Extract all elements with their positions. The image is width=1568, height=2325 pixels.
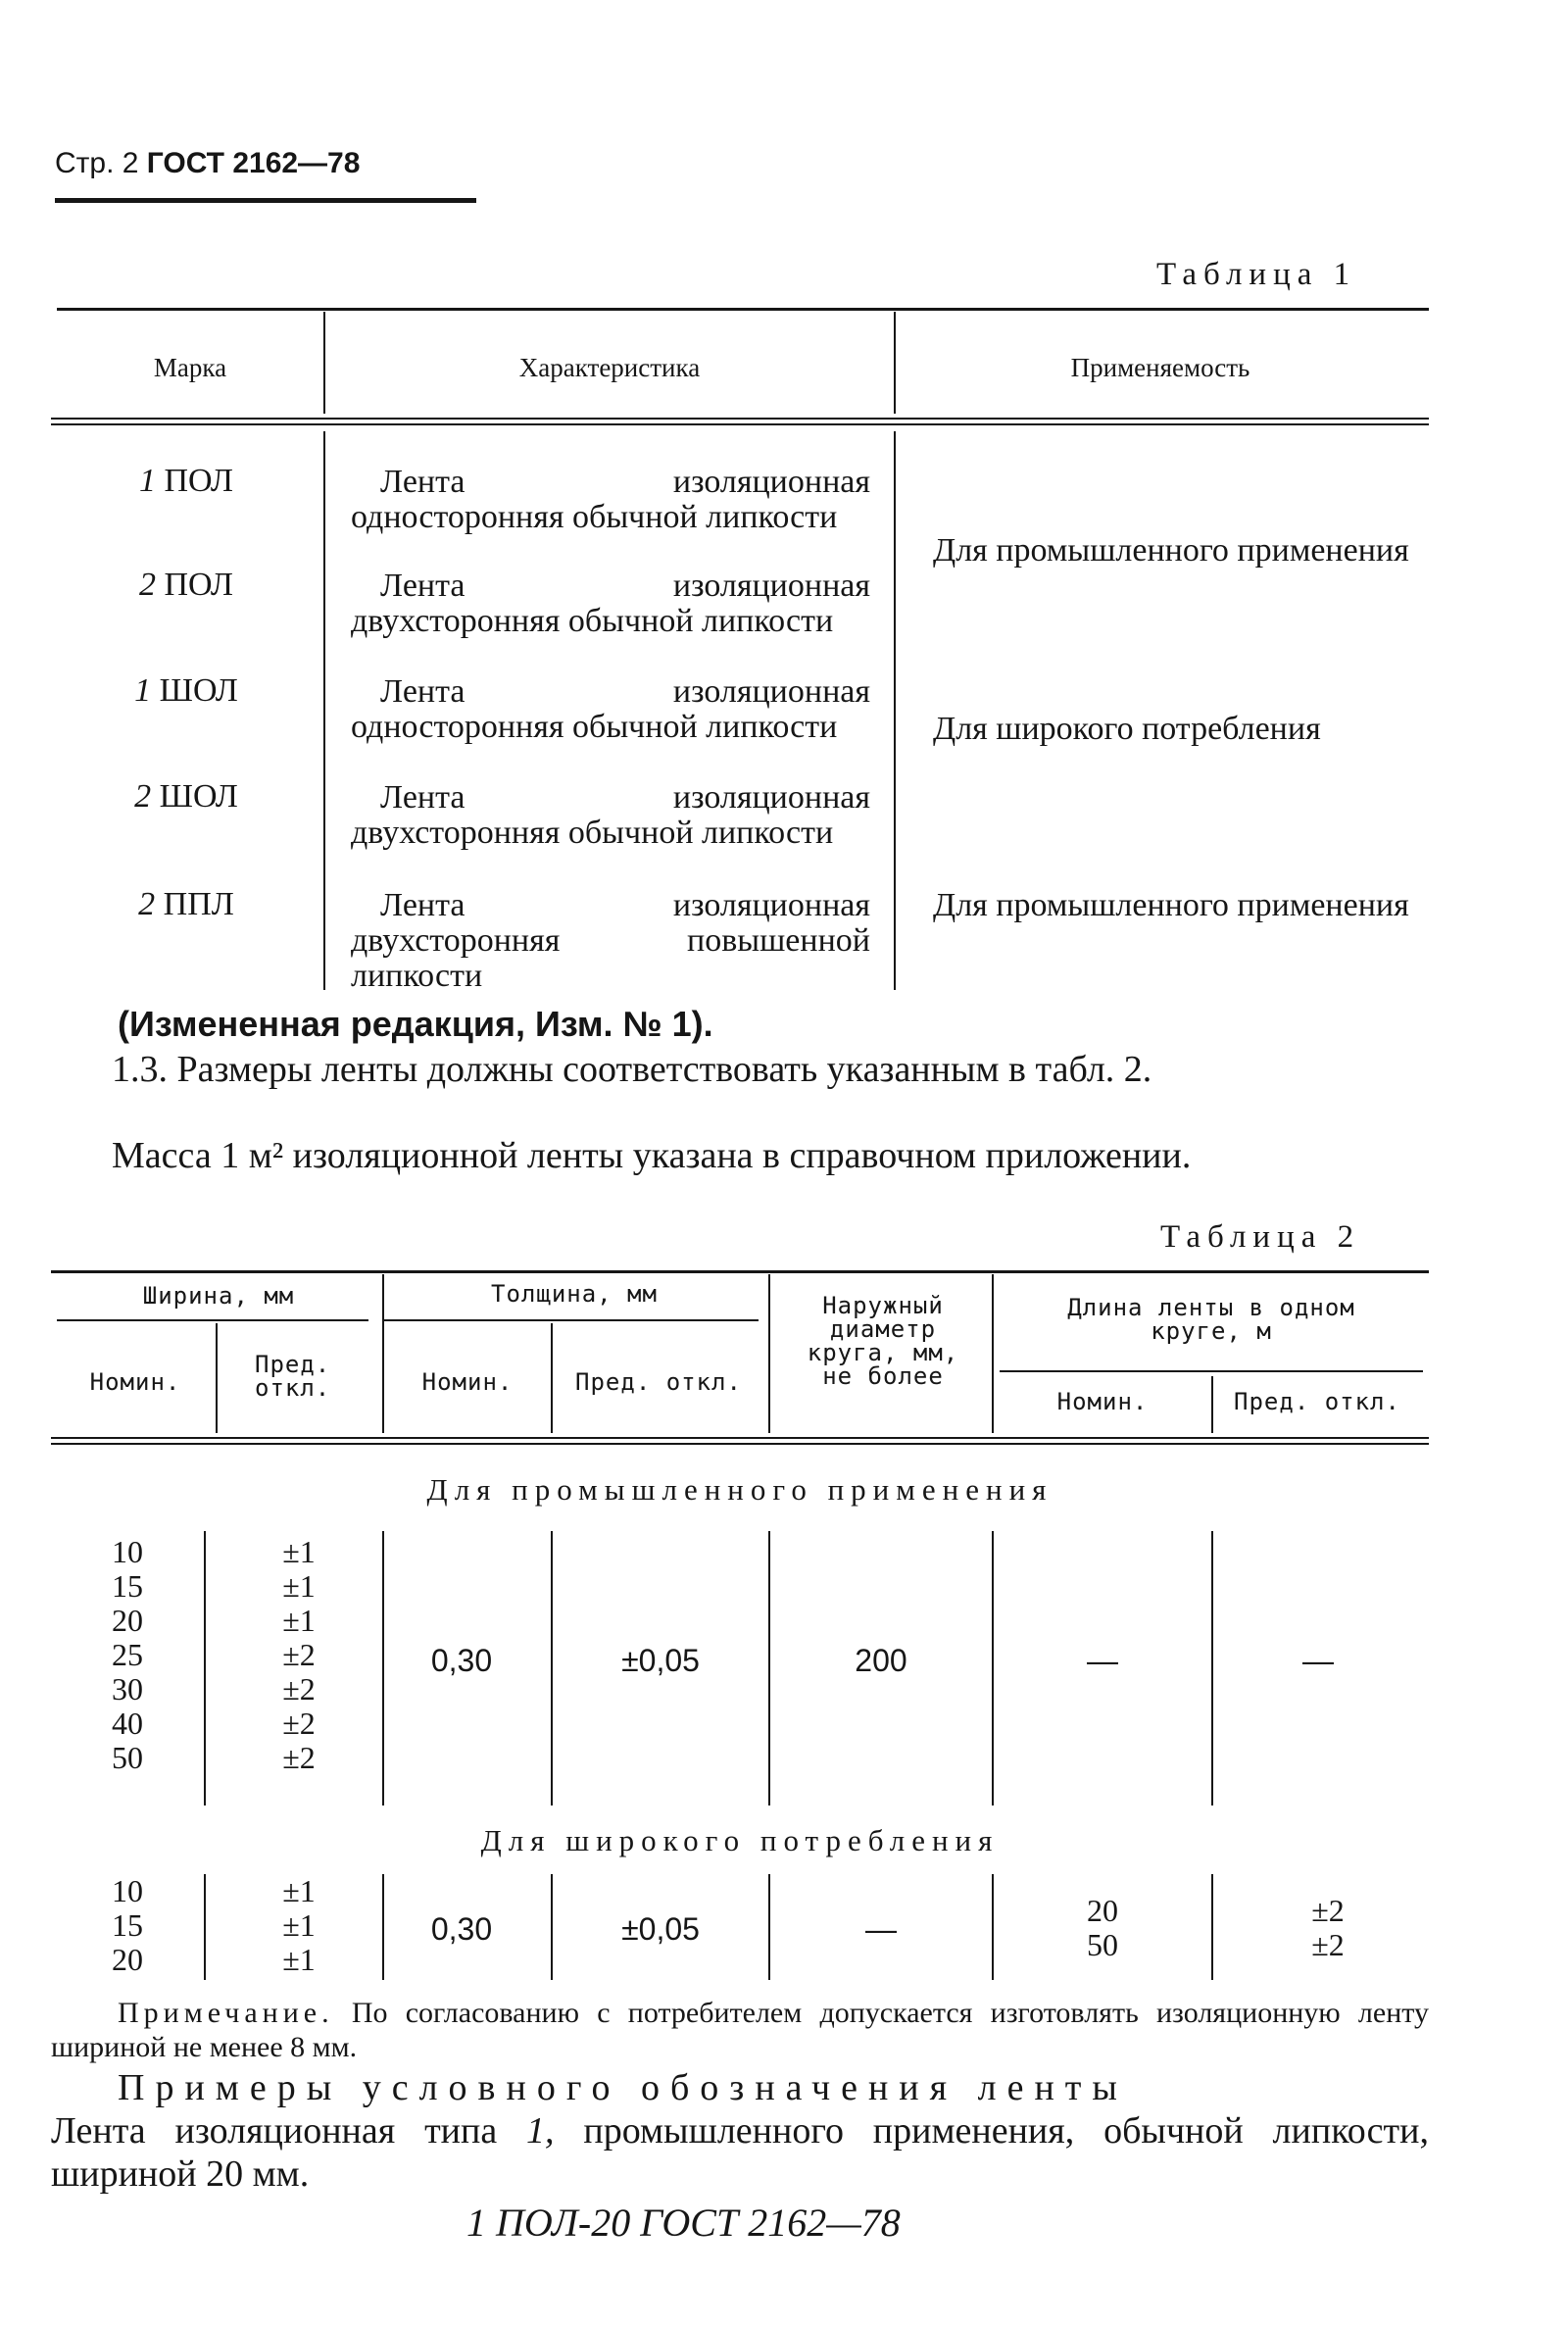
- table2-vline: [768, 1274, 770, 1433]
- table2-header-rule: [51, 1437, 1429, 1439]
- table2-length: —: [1087, 1643, 1118, 1678]
- table2-widths: 10 15 20 25 30 40 50: [112, 1534, 143, 1775]
- table2-header-length: Длина ленты в одном круге, м: [1067, 1294, 1355, 1345]
- table2-sub-rule: [57, 1319, 368, 1321]
- table2-header-width: Ширина, мм: [142, 1282, 295, 1310]
- table1-use: Для широкого потребления: [933, 711, 1321, 747]
- table1-vline: [894, 431, 896, 990]
- standard-number: ГОСТ 2162—78: [146, 147, 361, 179]
- table2-thickness-tol: ±0,05: [621, 1643, 700, 1678]
- table2-vline: [551, 1531, 553, 1806]
- table2-header-length-nominal: Номин.: [1056, 1388, 1149, 1415]
- table1-top-rule: [57, 308, 1429, 311]
- table2-section-title: Для широкого потребления: [480, 1823, 1000, 1857]
- table2-header-width-nominal: Номин.: [89, 1368, 181, 1396]
- table2-vline: [1211, 1531, 1213, 1806]
- table1-header-rule: [51, 423, 1429, 425]
- table2-vline: [768, 1531, 770, 1806]
- table2-section-title: Для промышленного применения: [426, 1472, 1054, 1507]
- table1-caption: Таблица 1: [1156, 257, 1357, 292]
- page-number: Стр. 2: [55, 147, 139, 179]
- table1-char: Лента изоляционная двухсторонняя повышенной липкости: [351, 887, 870, 994]
- table2-length-tol: —: [1302, 1643, 1334, 1678]
- table1-header-use: Применяемость: [1070, 353, 1250, 382]
- examples-heading: Примеры условного обозначения ленты: [118, 2067, 1128, 2108]
- table2-diameter: —: [865, 1911, 897, 1947]
- table2-header-rule: [51, 1443, 1429, 1445]
- table2-header-thickness: Толщина, мм: [491, 1280, 658, 1308]
- table2-header-diameter: Наружный диаметр круга, мм, не более: [807, 1292, 959, 1390]
- table2-caption: Таблица 2: [1160, 1219, 1361, 1255]
- table2-length-tolerances: ±2 ±2: [1311, 1893, 1345, 1962]
- table1-char: Лента изоляционная двухсторонняя обычной липкости: [351, 568, 870, 639]
- table2-sub-rule: [384, 1319, 759, 1321]
- table2-top-rule: [51, 1270, 1429, 1273]
- table2-vline: [992, 1531, 994, 1806]
- example-text: Лента изоляционная типа 1, промышленного применения, обычной липкости, шириной 20 мм.: [51, 2110, 1429, 2195]
- table1-header-marka: Марка: [153, 353, 227, 382]
- table2-note: Примечание. По согласованию с потребителем допускается изготовлять изоляционную ленту шириной не менее 8 мм.: [51, 1997, 1429, 2063]
- table2-width-tolerances: ±1 ±1 ±1 ±2 ±2 ±2 ±2: [282, 1534, 316, 1775]
- table2-thickness: 0,30: [430, 1643, 493, 1678]
- table2-vline: [1211, 1874, 1213, 1980]
- table2-vline: [992, 1874, 994, 1980]
- table1-char: Лента изоляционная односторонняя обычной липкости: [351, 464, 870, 535]
- table2-header-length-tol: Пред. откл.: [1234, 1388, 1400, 1415]
- header-rule: [55, 198, 476, 203]
- table1-char: Лента изоляционная двухсторонняя обычной липкости: [351, 779, 870, 851]
- table2-thickness-tol: ±0,05: [621, 1911, 700, 1947]
- table2-header-thickness-nominal: Номин.: [421, 1368, 514, 1396]
- table2-header-width-tol: Пред. откл.: [255, 1351, 331, 1402]
- table2-vline: [768, 1874, 770, 1980]
- table1-use: Для промышленного применения: [933, 887, 1409, 923]
- table1-mark: 2 ПОЛ: [139, 567, 233, 603]
- table1-mark: 2 ППЛ: [138, 886, 234, 922]
- table1-header-char: Характеристика: [518, 353, 701, 382]
- table1-mark: 2 ШОЛ: [134, 778, 238, 815]
- table2-lengths: 20 50: [1087, 1893, 1118, 1962]
- page-header: [55, 147, 360, 180]
- table1-char: Лента изоляционная односторонняя обычной липкости: [351, 673, 870, 745]
- table2-sub-rule: [1000, 1370, 1423, 1372]
- table2-vline: [382, 1274, 384, 1433]
- table1-mark: 1 ШОЛ: [134, 672, 238, 709]
- table2-vline: [204, 1531, 206, 1806]
- table2-vline: [382, 1531, 384, 1806]
- table2-widths: 10 15 20: [112, 1873, 143, 1977]
- table2-vline: [216, 1323, 218, 1433]
- table2-header-thickness-tol: Пред. откл.: [575, 1368, 742, 1396]
- table2-vline: [551, 1874, 553, 1980]
- table2-vline: [992, 1274, 994, 1433]
- table1-vline: [323, 431, 325, 990]
- table1-header-rule: [51, 418, 1429, 420]
- table2-vline: [204, 1874, 206, 1980]
- edition-note: (Измененная редакция, Изм. № 1).: [118, 1004, 713, 1044]
- table2-thickness: 0,30: [430, 1911, 493, 1947]
- table1-mark: 1 ПОЛ: [139, 463, 233, 499]
- table2-vline: [551, 1323, 553, 1433]
- paragraph-1-3: 1.3. Размеры ленты должны соответствовать указанным в табл. 2.: [112, 1049, 1152, 1090]
- paragraph-mass: Масса 1 м² изоляционной ленты указана в справочном приложении.: [112, 1135, 1192, 1176]
- example-code: 1 ПОЛ-20 ГОСТ 2162—78: [466, 2201, 901, 2245]
- table2-width-tolerances: ±1 ±1 ±1: [282, 1873, 316, 1977]
- table2-vline: [1211, 1376, 1213, 1433]
- table2-vline: [382, 1874, 384, 1980]
- table1-use: Для промышленного применения: [933, 532, 1409, 569]
- table2-diameter: 200: [855, 1643, 907, 1678]
